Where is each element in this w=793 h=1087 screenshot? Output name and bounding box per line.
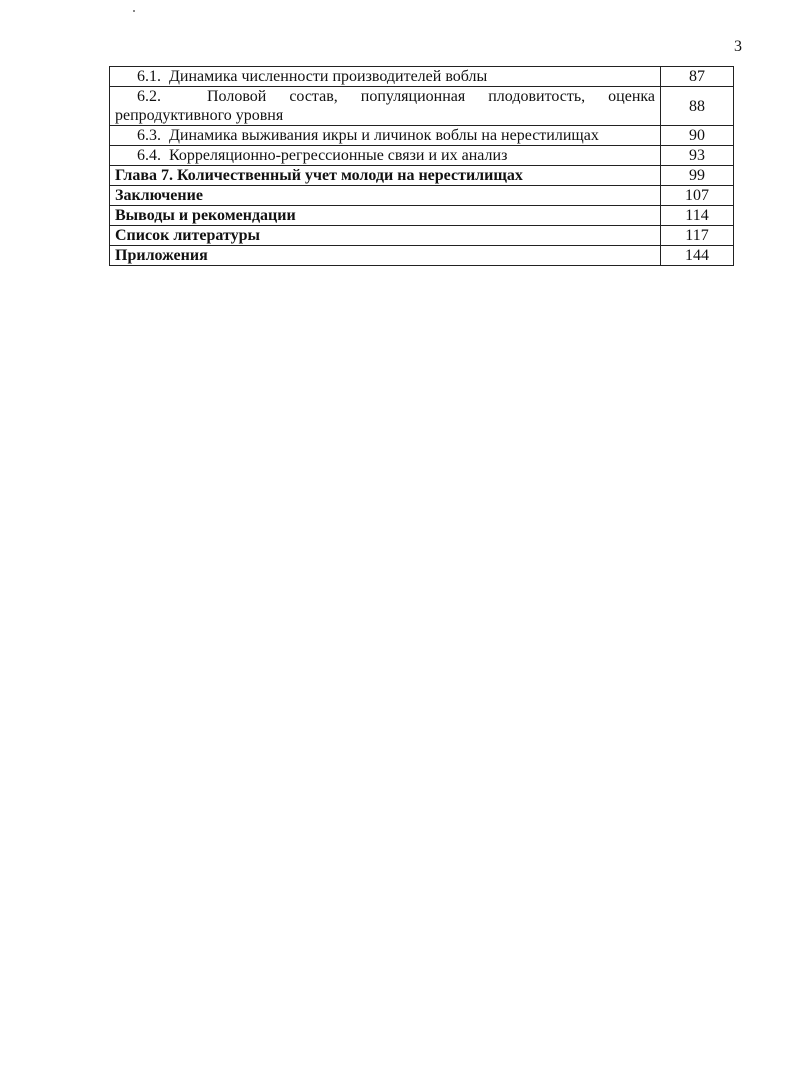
toc-page-number: 99: [661, 166, 734, 186]
toc-row-conclusion: [110, 186, 734, 206]
table-of-contents: [109, 66, 734, 266]
toc-page-number: 107: [661, 186, 734, 206]
toc-page-number: 114: [661, 206, 734, 226]
toc-entry-title: Глава 7. Количественный учет молоди на нерестилищах: [110, 166, 661, 186]
toc-entry: [110, 126, 661, 146]
toc-entry: [110, 146, 661, 166]
toc-row-6-3: [110, 126, 734, 146]
toc-page-number: 90: [661, 126, 734, 146]
toc-page-number: 88: [661, 87, 734, 126]
toc-entry-title: Приложения: [110, 246, 661, 266]
toc-row-chapter-7: [110, 166, 734, 186]
toc-entry-title: Заключение: [110, 186, 661, 206]
toc-row-appendices: [110, 246, 734, 266]
toc-entry-title: Динамика численности производителей воблы: [169, 68, 488, 85]
toc-entry-number: 6.3.: [137, 127, 161, 144]
toc-entry-title: Список литературы: [110, 226, 661, 246]
toc-row-findings: [110, 206, 734, 226]
toc-entry: [110, 67, 661, 87]
toc-entry-title: Выводы и рекомендации: [110, 206, 661, 226]
toc-page-number: 117: [661, 226, 734, 246]
toc-entry-number: 6.4.: [137, 147, 161, 164]
toc-row-6-1: [110, 67, 734, 87]
toc-row-references: [110, 226, 734, 246]
scan-speck: [133, 10, 135, 12]
toc-entry-title: Половой состав, популяционная плодовитость, оценка репродуктивного уровня: [115, 88, 656, 124]
toc-page-number: 87: [661, 67, 734, 87]
toc-page-number: 144: [661, 246, 734, 266]
toc-entry: [110, 87, 661, 126]
toc-entry-title: Корреляционно-регрессионные связи и их анализ: [169, 147, 508, 164]
page-number: 3: [734, 38, 742, 55]
toc-entry-number: 6.1.: [137, 68, 161, 85]
toc-entry-title: Динамика выживания икры и личинок воблы на нерестилищах: [169, 127, 599, 144]
toc-row-6-4: [110, 146, 734, 166]
toc-page-number: 93: [661, 146, 734, 166]
toc-entry-number: 6.2.: [137, 88, 161, 105]
toc-row-6-2: [110, 87, 734, 126]
